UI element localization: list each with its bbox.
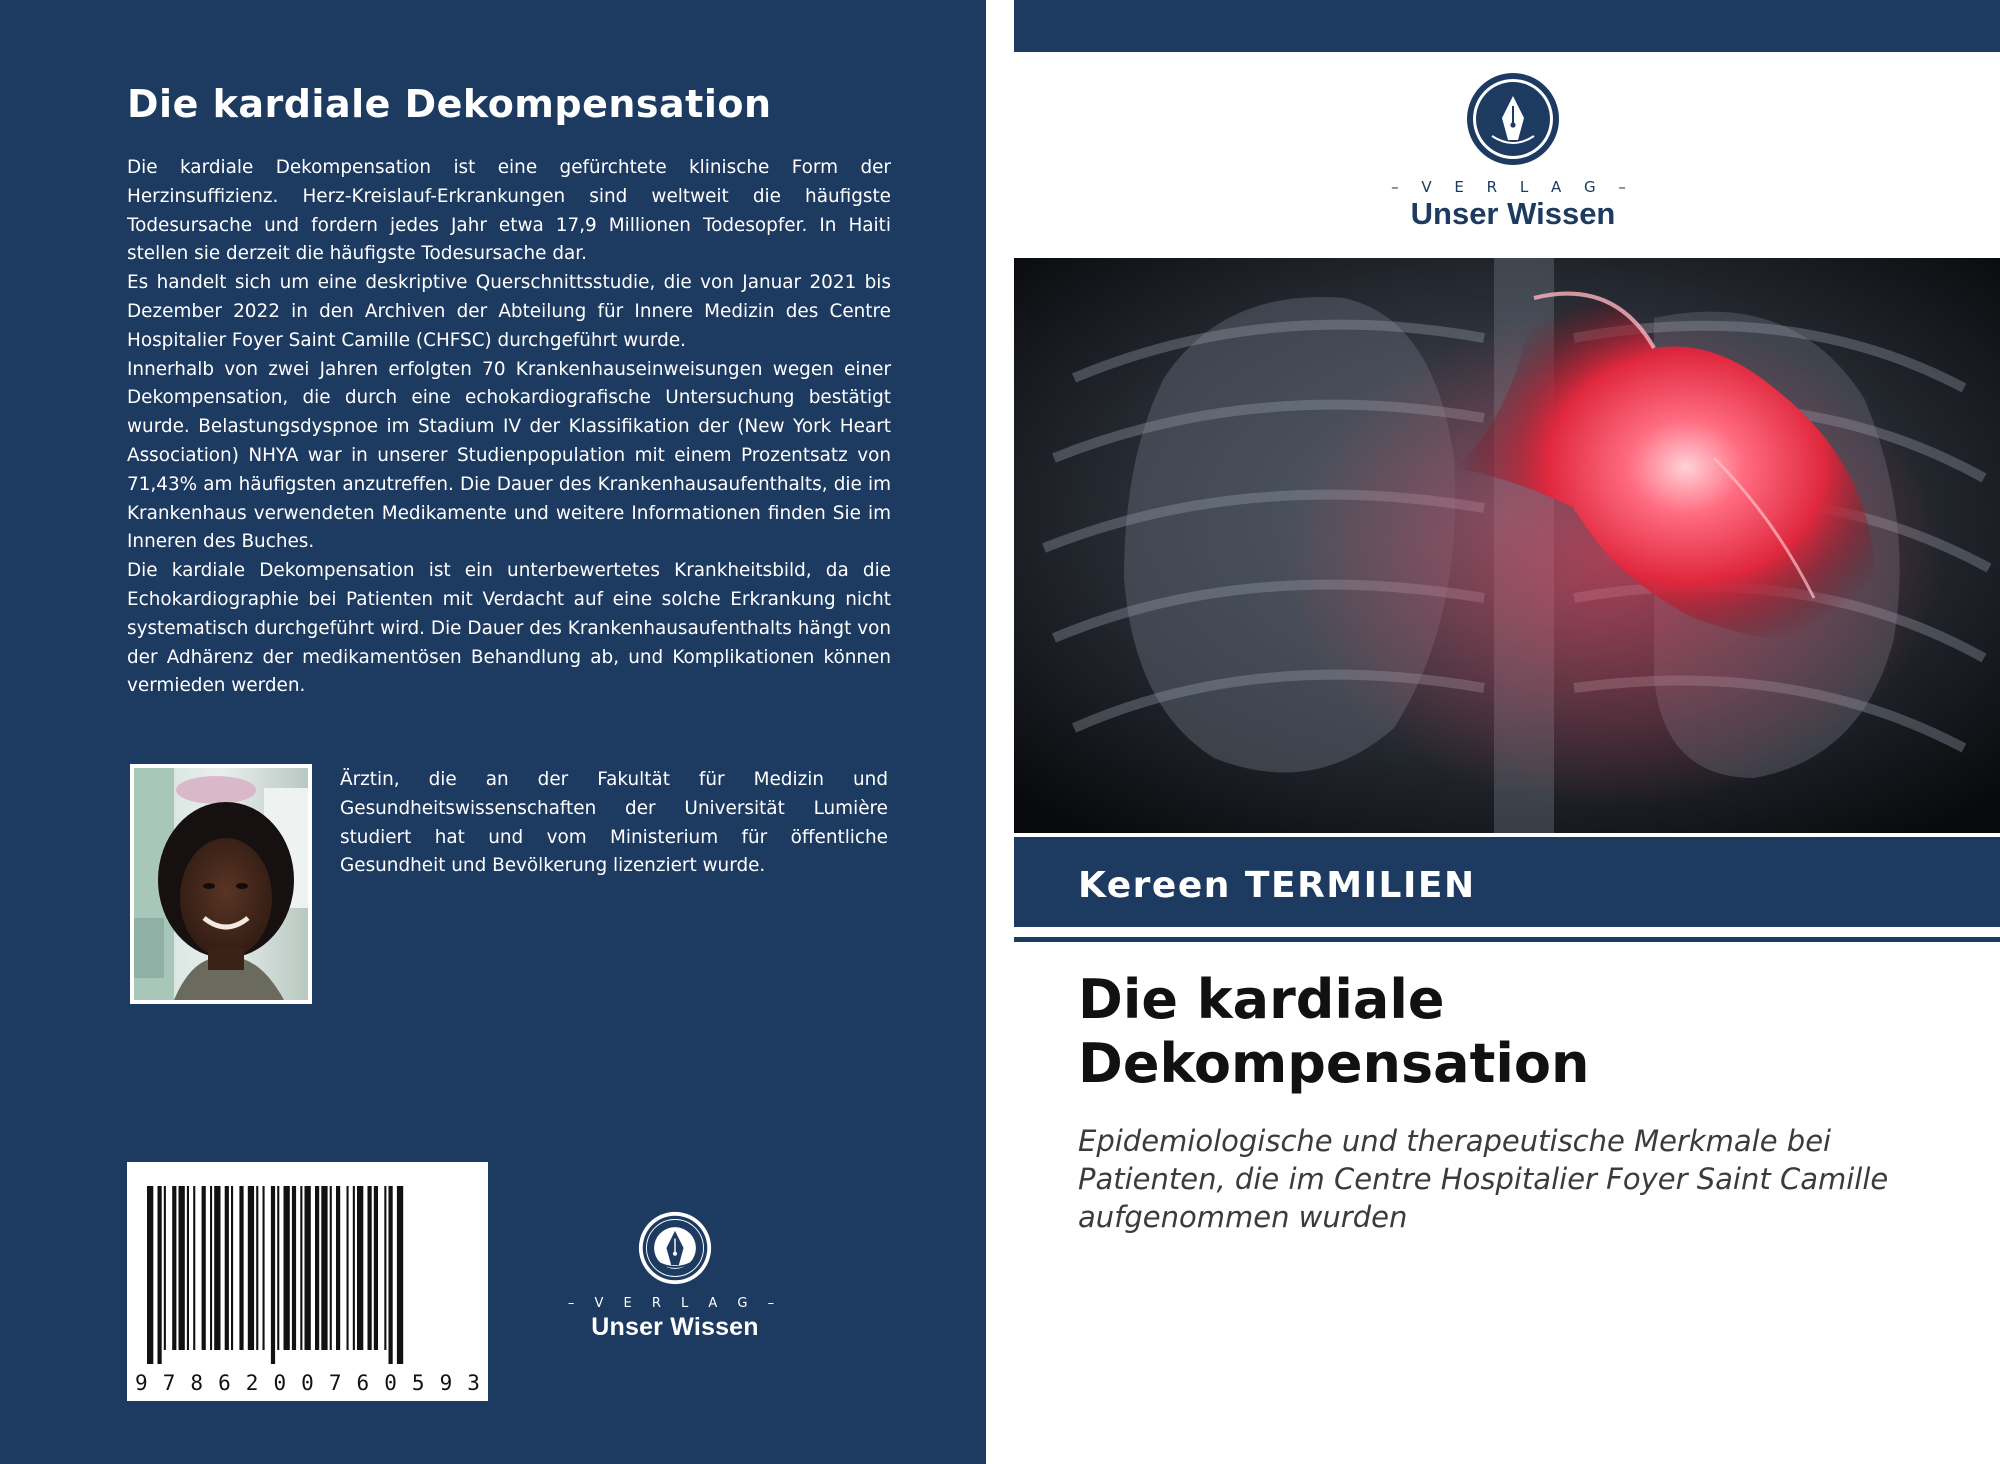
publisher-name: Unser Wissen [591,1313,759,1341]
isbn-barcode [127,1162,488,1401]
barcode-bar [147,1186,153,1364]
barcode-bar [368,1186,372,1350]
back-cover-title: Die kardiale Dekompensation [127,82,772,126]
barcode-bars [127,1162,488,1401]
barcode-bar [397,1186,403,1364]
barcode-bar [330,1186,332,1350]
barcode-bar [347,1186,349,1350]
barcode-bar [321,1186,327,1350]
barcode-bar [300,1186,302,1350]
back-publisher-logo [560,1210,790,1342]
author-photo [130,764,312,1004]
barcode-bar [164,1186,166,1350]
barcode-bar [292,1186,296,1350]
barcode-bar [214,1186,220,1350]
barcode-bar [353,1186,355,1350]
fountain-pen-nib-icon [1466,72,1560,166]
barcode-digit: 8 [190,1371,204,1395]
barcode-digit: 9 [135,1371,148,1395]
author-band [1014,837,2000,927]
barcode-bar [384,1186,386,1350]
barcode-digits [135,1371,480,1395]
publisher-verlag-label: – V E R L A G – [567,1296,783,1311]
barcode-bar [305,1186,311,1350]
barcode-digit: 7 [328,1371,342,1395]
barcode-digit: 0 [273,1371,287,1395]
front-cover [1014,0,2000,1464]
barcode-bar [284,1186,290,1350]
front-cover-title: Die kardiale Dekompensation [1078,968,1590,1095]
barcode-digit: 2 [245,1371,259,1395]
barcode-bar [225,1186,229,1350]
barcode-bar [231,1186,233,1350]
cover-heart-image [1014,258,2000,833]
barcode-bar [179,1186,185,1350]
barcode-bar [357,1186,363,1350]
barcode-digit: 0 [384,1371,397,1395]
barcode-bar [277,1186,279,1350]
barcode-digit: 6 [356,1371,370,1395]
barcode-digit: 6 [218,1371,231,1395]
barcode-bar [389,1186,393,1364]
barcode-bar [336,1186,340,1350]
publisher-verlag-label: – V E R L A G – [1391,178,1635,196]
front-cover-subtitle: Epidemiologische und therapeutische Merkmale bei Patienten, die im Centre Hospitalier Foyer Saint Camille aufgenommen wurden [1078,1124,1889,1234]
barcode-bar [239,1186,243,1350]
blurb-paragraph: Die kardiale Dekompensation ist eine gefürchtete klinische Form der Herzinsuffizienz. Herz-Kreislauf-Erkrankungen sind weltweit die häufigste Todesursache und fordern jedes Jahr etwa 17,9 Millionen Todesopfer. In Haiti stellen sie derzeit die häufigste Todesursache dar. [127,157,891,265]
back-cover-blurb [127,154,891,701]
back-cover [0,0,986,1464]
barcode-bar [256,1186,258,1350]
blurb-paragraph: Innerhalb von zwei Jahren erfolgten 70 Krankenhauseinweisungen wegen einer Dekompensation, die durch eine echokardiografische Untersuchung bestätigt wurde. Belastungsdyspnoe im Stadium IV der Klassifikation der (New York Heart Association) NHYA war in unserer Studienpopulation mit einem Prozentsatz von 71,43% am häufigsten anzutreffen. Die Dauer des Krankenhausaufenthalts, die im Krankenhaus verwendeten Medikamente und weitere Informationen finden Sie im Inneren des Buches. [127,358,891,553]
barcode-bar [374,1186,378,1350]
barcode-bar [315,1186,319,1350]
barcode-digit: 7 [162,1371,176,1395]
barcode-digit: 9 [439,1371,453,1395]
blurb-paragraph: Es handelt sich um eine deskriptive Querschnittsstudie, die von Januar 2021 bis Dezember 2022 in den Archiven der Abteilung für Innere Medizin des Centre Hospitalier Foyer Saint Camille (CHFSC) durchgeführt wurde. [127,272,891,351]
divider-line [1014,937,2000,942]
author-portrait-image [134,768,308,1000]
author-name: Kereen TERMILIEN [1078,865,1476,906]
barcode-bar [158,1186,162,1364]
barcode-digit: 5 [411,1371,425,1395]
barcode-digit: 0 [301,1371,314,1395]
glowing-heart-xray [1014,258,2000,833]
front-publisher-logo [1354,72,1672,232]
barcode-bar [193,1186,195,1350]
barcode-bar [210,1186,212,1350]
front-top-bar [1014,0,2000,52]
barcode-bar [202,1186,206,1350]
barcode-bar [263,1186,265,1350]
barcode-digit: 3 [467,1371,480,1395]
barcode-bar [271,1186,275,1364]
fountain-pen-nib-icon [637,1210,713,1286]
author-bio: Ärztin, die an der Fakultät für Medizin und Gesundheitswissenschaften der Universität Lumière studiert hat und vom Ministerium für öffentliche Gesundheit und Bevölkerung lizenziert wurde. [340,769,888,877]
barcode-bar [248,1186,254,1350]
barcode-bar [187,1186,189,1350]
publisher-name: Unser Wissen [1410,196,1616,231]
barcode-bar [172,1186,176,1350]
blurb-paragraph: Die kardiale Dekompensation ist ein unterbewertetes Krankheitsbild, da die Echokardiographie bei Patienten mit Verdacht auf eine solche Erkrankung nicht systematisch durchgeführt wird. Die Dauer des Krankenhausaufenthalts hängt von der Adhärenz der medikamentösen Behandlung ab, und Komplikationen können vermieden werden. [127,560,891,697]
